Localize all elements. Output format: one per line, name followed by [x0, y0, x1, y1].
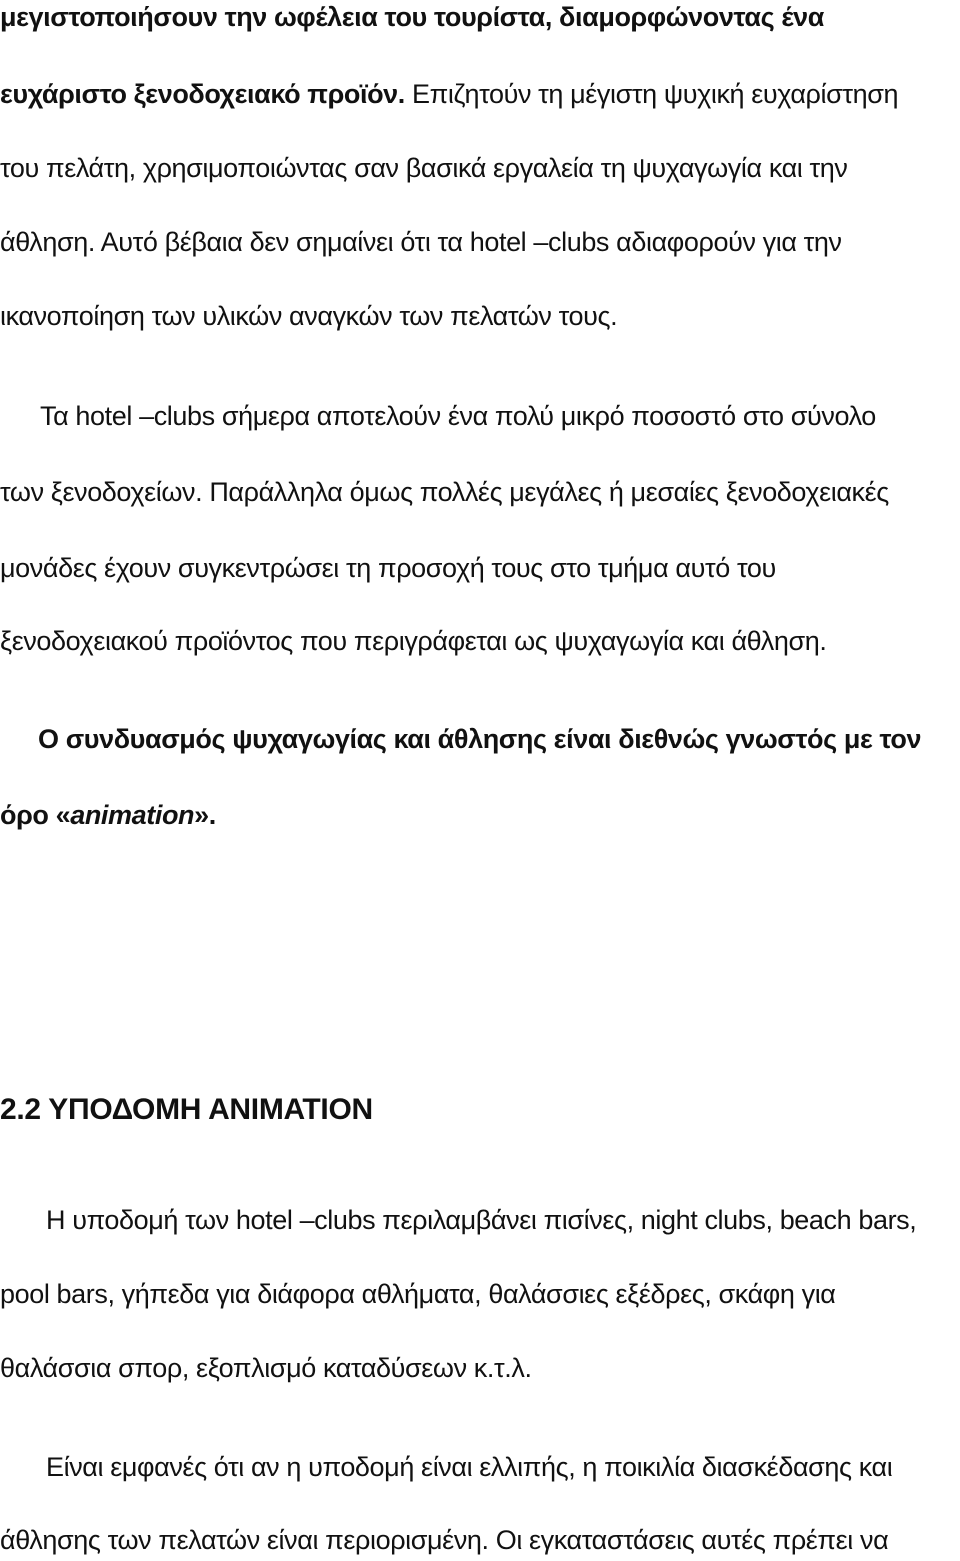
paragraph-4-line-3: θαλάσσια σπορ, εξοπλισμό καταδύσεων κ.τ.λ.: [0, 1353, 532, 1383]
paragraph-1-line-4: άθληση. Αυτό βέβαια δεν σημαίνει ότι τα hotel –clubs αδιαφορούν για την: [0, 227, 842, 257]
paragraph-4-line-2: pool bars, γήπεδα για διάφορα αθλήματα, θαλάσσιες εξέδρες, σκάφη για: [0, 1279, 836, 1309]
paragraph-2-line-4: ξενοδοχειακού προϊόντος που περιγράφεται ως ψυχαγωγία και άθληση.: [0, 626, 827, 656]
paragraph-1-line-2-rest: Επιζητούν τη μέγιστη ψυχική ευχαρίστηση: [404, 79, 899, 109]
paragraph-4-line-1: Η υποδομή των hotel –clubs περιλαμβάνει πισίνες, night clubs, beach bars,: [46, 1205, 917, 1235]
term-animation: animation: [70, 800, 195, 830]
paragraph-2-line-2: των ξενοδοχείων. Παράλληλα όμως πολλές μεγάλες ή μεσαίες ξενοδοχειακές: [0, 477, 889, 507]
paragraph-1-line-2: [0, 77, 898, 111]
term-close: ».: [194, 800, 216, 830]
paragraph-5-line-1: Είναι εμφανές ότι αν η υποδομή είναι ελλιπής, η ποικιλία διασκέδασης και: [46, 1452, 893, 1482]
bold-phrase: ευχάριστο ξενοδοχειακό προϊόν.: [0, 79, 405, 109]
paragraph-1-line-5: ικανοποίηση των υλικών αναγκών των πελατών τους.: [0, 301, 618, 331]
paragraph-3-line-1: Ο συνδυασμός ψυχαγωγίας και άθλησης είναι διεθνώς γνωστός με τον: [38, 724, 922, 754]
paragraph-5-line-2: άθλησης των πελατών είναι περιορισμένη. Οι εγκαταστάσεις αυτές πρέπει να: [0, 1525, 889, 1555]
term-open: όρο «: [0, 800, 71, 830]
paragraph-3-line-2: [0, 798, 216, 832]
paragraph-2-line-3: μονάδες έχουν συγκεντρώσει τη προσοχή τους στο τμήμα αυτό του: [0, 553, 776, 583]
paragraph-1-line-1: μεγιστοποιήσουν την ωφέλεια του τουρίστα, διαμορφώνοντας ένα: [0, 2, 824, 32]
section-heading: 2.2 ΥΠΟΔΟΜΗ ΑΝΙΜΑΤΙΟΝ: [0, 1093, 373, 1126]
paragraph-1-line-3: του πελάτη, χρησιμοποιώντας σαν βασικά εργαλεία τη ψυχαγωγία και την: [0, 153, 848, 183]
paragraph-2-line-1: Τα hotel –clubs σήμερα αποτελούν ένα πολύ μικρό ποσοστό στο σύνολο: [40, 401, 876, 431]
